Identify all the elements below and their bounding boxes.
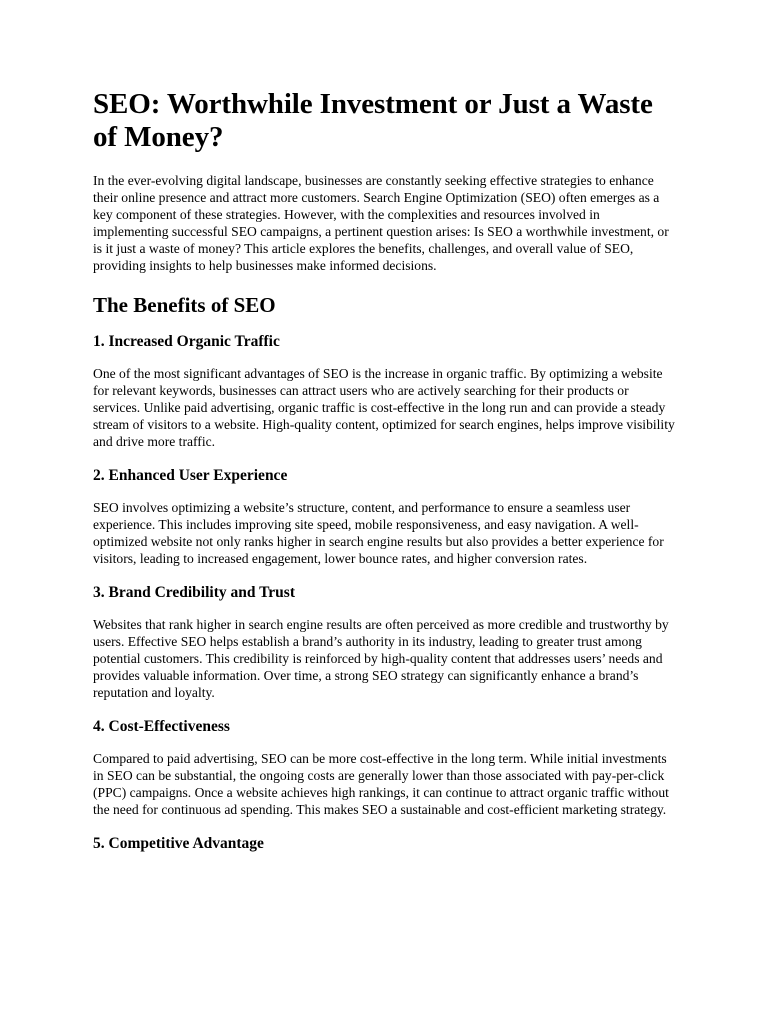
section-body: One of the most significant advantages of SEO is the increase in organic traffic. By optimizing a website for relevant keywords, businesses can attract users who are actively searching for their products or services. Unlike paid advertising, organic traffic is cost-effective in the long run and can provide a steady stream of visitors to a website. High-quality content, optimized for search engines, helps improve visibility and drive more traffic. xyxy=(93,366,675,449)
section-body: SEO involves optimizing a website’s structure, content, and performance to ensure a seamless user experience. This includes improving site speed, mobile responsiveness, and easy navigation. A well-optimized website not only ranks higher in search engine results but also provides a better experience for visitors, leading to increased engagement, lower bounce rates, and higher conversion rates. xyxy=(93,500,664,566)
section-competitive-advantage xyxy=(93,834,678,853)
section-heading: 4. Cost-Effectiveness xyxy=(93,718,230,735)
section-body: Compared to paid advertising, SEO can be more cost-effective in the long term. While initial investments in SEO can be substantial, the ongoing costs are generally lower than those associated with pay-per-click (PPC) campaigns. Once a website achieves high rankings, it can continue to attract organic traffic without the need for continuous ad spending. This makes SEO a sustainable and cost-efficient marketing strategy. xyxy=(93,751,669,817)
section-heading: 1. Increased Organic Traffic xyxy=(93,333,280,350)
section-heading: 2. Enhanced User Experience xyxy=(93,467,288,484)
section-brand-credibility xyxy=(93,583,678,701)
section-heading: 3. Brand Credibility and Trust xyxy=(93,584,295,601)
intro-paragraph: In the ever-evolving digital landscape, businesses are constantly seeking effective strategies to enhance their online presence and attract more customers. Search Engine Optimization (SEO) often emerges as a key component of these strategies. However, with the complexities and resources involved in implementing successful SEO campaigns, a pertinent question arises: Is SEO a worthwhile investment, or is it just a waste of money? This article explores the benefits, challenges, and overall value of SEO, providing insights to help businesses make informed decisions. xyxy=(93,173,669,273)
section-increased-organic-traffic xyxy=(93,332,678,450)
benefits-heading: The Benefits of SEO xyxy=(93,293,276,317)
document-title: SEO: Worthwhile Investment or Just a Waste of Money? xyxy=(93,88,653,153)
section-cost-effectiveness xyxy=(93,717,678,818)
section-heading: 5. Competitive Advantage xyxy=(93,835,264,852)
section-enhanced-user-experience xyxy=(93,466,678,567)
section-body: Websites that rank higher in search engine results are often perceived as more credible and trustworthy by users. Effective SEO helps establish a brand’s authority in its industry, leading to greater trust among potential customers. This credibility is reinforced by high-quality content that addresses users’ needs and provides valuable information. Over time, a strong SEO strategy can significantly enhance a brand’s reputation and loyalty. xyxy=(93,617,669,700)
